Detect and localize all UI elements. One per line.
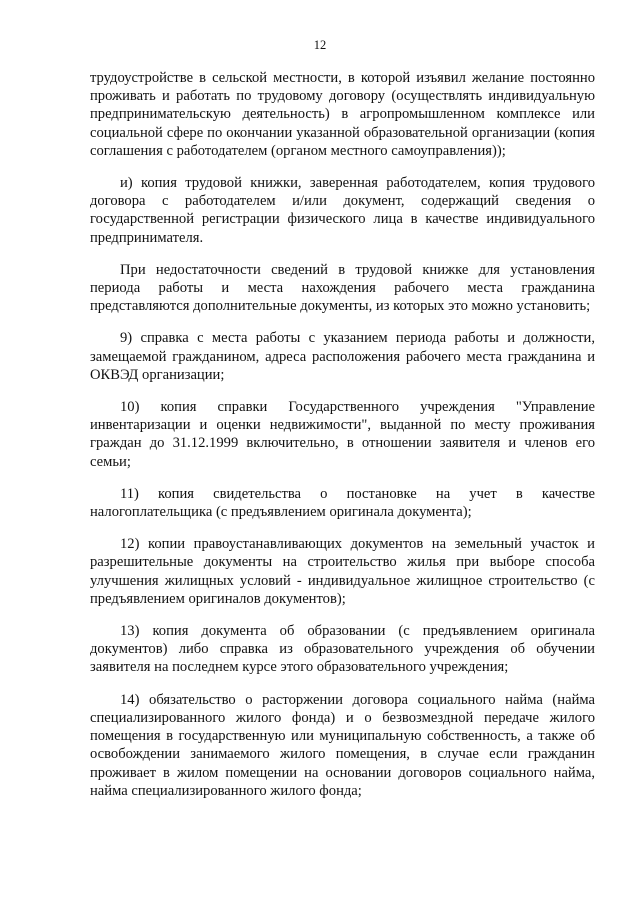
page-number: 12 bbox=[313, 38, 327, 52]
paragraph-item-10: 10) копия справки Государственного учреждения "Управление инвентаризации и оценки недвижимости", выданной по месту проживания граждан до 31.12.1999 включительно, в отношении заявителя и членов его семьи; bbox=[90, 399, 595, 470]
paragraph-item-12: 12) копии правоустанавливающих документов на земельный участок и разрешительные документы на строительство жилья при выборе способа улучшения жилищных условий - индивидуальное жилищное строительство (с предъявлением оригиналов документов); bbox=[90, 536, 595, 607]
paragraph-item-13: 13) копия документа об образовании (с предъявлением оригинала документов) либо справка из образовательного учреждения об обучении заявителя на последнем курсе этого образовательного учреждения; bbox=[90, 623, 595, 676]
document-body bbox=[90, 69, 595, 814]
paragraph-item-11: 11) копия свидетельства о постановке на учет в качестве налогоплательщика (с предъявлением оригинала документа); bbox=[90, 485, 595, 521]
paragraph-item-i: и) копия трудовой книжки, заверенная работодателем, копия трудового договора с работодателем и/или документ, содержащий сведения о государственной регистрации физического лица в качестве индивидуального предпринимателя. bbox=[90, 175, 595, 246]
paragraph-insufficient-records: При недостаточности сведений в трудовой книжке для установления периода работы и места нахождения рабочего места гражданина представляются дополнительные документы, из которых это можно установить; bbox=[90, 261, 595, 315]
paragraph-item-14: 14) обязательство о расторжении договора социального найма (найма специализированного жилого фонда) и о безвозмездной передаче жилого помещения в государственную или муниципальную собственность, а также об освобождении занимаемого жилого помещения, в случае если гражданин проживает в жилом помещении на основании договоров социального найма, найма специализированного жилого фонда; bbox=[90, 691, 595, 799]
paragraph-item-9: 9) справка с места работы с указанием периода работы и должности, замещаемой гражданином, адреса расположения рабочего места гражданина и ОКВЭД организации; bbox=[90, 330, 595, 383]
paragraph-continuation: трудоустройстве в сельской местности, в которой изъявил желание постоянно проживать и работать по трудовому договору (осуществлять индивидуальную предпринимательскую деятельность) в агропромышленном комплексе или социальной сфере по окончании указанной образовательной организации (копия соглашения с работодателем (органом местного самоуправления)); bbox=[90, 70, 595, 159]
